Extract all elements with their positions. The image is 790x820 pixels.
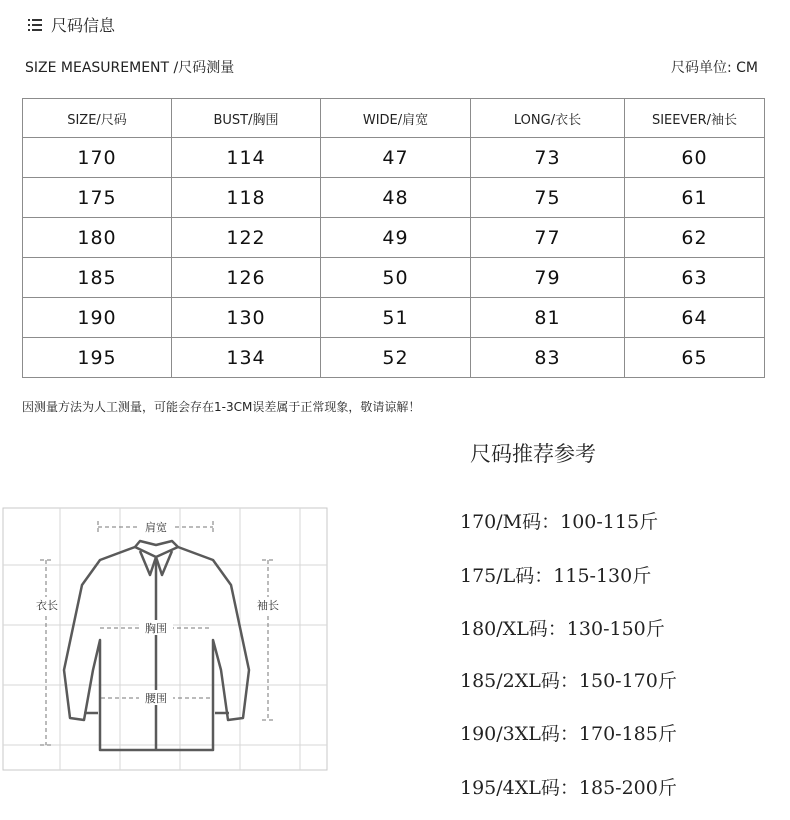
table-header-row — [23, 99, 765, 138]
cell-sleeve: 64 — [625, 298, 765, 338]
cell-long: 73 — [471, 138, 625, 178]
cell-size: 185 — [23, 258, 172, 298]
header-size: SIZE/尺码 — [23, 99, 172, 138]
chest-label: 胸围 — [145, 622, 167, 635]
measurement-label: SIZE MEASUREMENT /尺码测量 — [25, 60, 235, 76]
recommendation-item: 180/XL码：130-150斤 — [460, 618, 665, 640]
shirt-measurement-diagram — [0, 505, 330, 775]
header-sleeve: SIEEVER/袖长 — [625, 99, 765, 138]
cell-wide: 47 — [321, 138, 471, 178]
table-row — [23, 178, 765, 218]
recommendation-item: 190/3XL码：170-185斤 — [460, 723, 677, 745]
cell-wide: 52 — [321, 338, 471, 378]
cell-bust: 114 — [172, 138, 321, 178]
cell-long: 83 — [471, 338, 625, 378]
cell-wide: 49 — [321, 218, 471, 258]
cell-bust: 134 — [172, 338, 321, 378]
recommendation-item: 185/2XL码：150-170斤 — [460, 670, 677, 692]
cell-bust: 122 — [172, 218, 321, 258]
table-row — [23, 298, 765, 338]
cell-bust: 130 — [172, 298, 321, 338]
shoulder-label: 肩宽 — [145, 521, 167, 534]
recommendation-item: 195/4XL码：185-200斤 — [460, 777, 677, 799]
section-title: 尺码信息 — [51, 16, 116, 35]
recommendation-item: 170/M码：100-115斤 — [460, 511, 659, 533]
cell-wide: 48 — [321, 178, 471, 218]
table-row — [23, 338, 765, 378]
table-row — [23, 218, 765, 258]
cell-bust: 126 — [172, 258, 321, 298]
length-label: 衣长 — [36, 599, 58, 612]
table-row — [23, 138, 765, 178]
recommendation-item: 175/L码：115-130斤 — [460, 565, 652, 587]
measurement-note: 因测量方法为人工测量，可能会存在1-3CM误差属于正常现象，敬请谅解！ — [22, 400, 421, 414]
menu-list-icon — [28, 18, 42, 32]
cell-sleeve: 61 — [625, 178, 765, 218]
unit-label: 尺码单位: CM — [670, 60, 758, 76]
cell-sleeve: 65 — [625, 338, 765, 378]
size-table — [22, 98, 765, 378]
cell-size: 180 — [23, 218, 172, 258]
cell-bust: 118 — [172, 178, 321, 218]
table-row — [23, 258, 765, 298]
cell-size: 190 — [23, 298, 172, 338]
waist-label: 腰围 — [145, 692, 167, 705]
sleeve-label: 袖长 — [257, 599, 279, 612]
cell-size: 175 — [23, 178, 172, 218]
cell-wide: 50 — [321, 258, 471, 298]
section-header — [28, 13, 115, 36]
cell-size: 195 — [23, 338, 172, 378]
cell-sleeve: 63 — [625, 258, 765, 298]
recommendation-title: 尺码推荐参考 — [470, 442, 596, 466]
header-long: LONG/衣长 — [471, 99, 625, 138]
header-bust: BUST/胸围 — [172, 99, 321, 138]
cell-sleeve: 62 — [625, 218, 765, 258]
cell-sleeve: 60 — [625, 138, 765, 178]
cell-wide: 51 — [321, 298, 471, 338]
header-wide: WIDE/肩宽 — [321, 99, 471, 138]
cell-long: 77 — [471, 218, 625, 258]
cell-long: 79 — [471, 258, 625, 298]
cell-long: 75 — [471, 178, 625, 218]
cell-size: 170 — [23, 138, 172, 178]
diagram-frame — [3, 508, 327, 770]
cell-long: 81 — [471, 298, 625, 338]
